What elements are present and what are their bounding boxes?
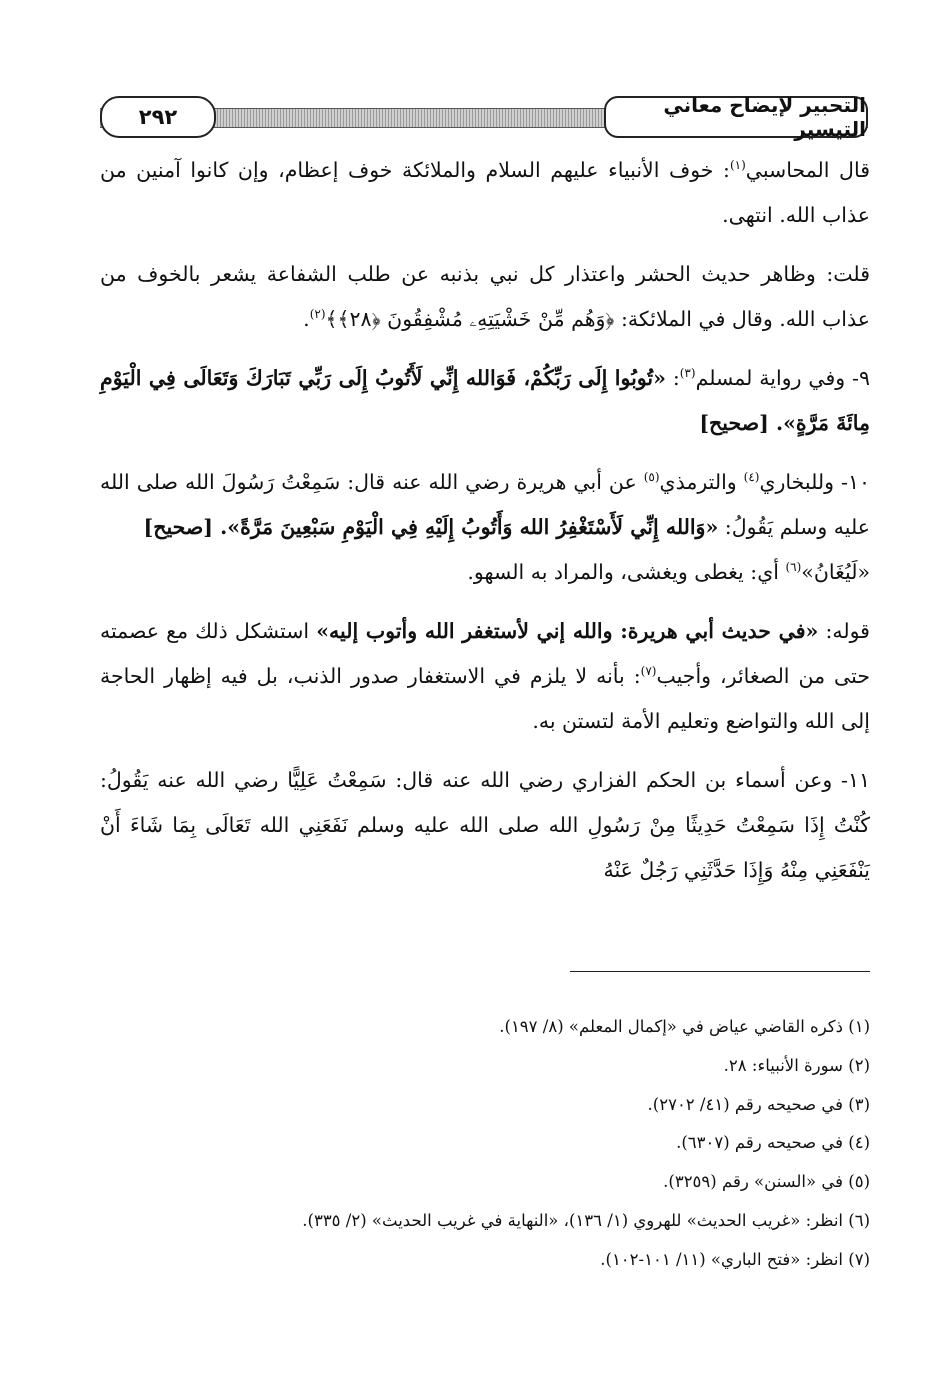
page-number: ٢٩٢ — [100, 96, 216, 138]
paragraph-p3: ٩- وفي رواية لمسلم$^{(٣)}$: «تُوبُوا إِلَى رَبِّكُمْ، فَوَالله إِنِّي لَأَتُوبُ إِلَى رَبِّي تَبَارَكَ وَتَعَالَى فِي الْيَوْمِ مِائَةَ مَرَّةٍ». [صحيح] — [100, 366, 870, 435]
footnote-3: (٣) في صحيحه رقم (٤١/ ٢٧٠٢). — [647, 1094, 870, 1114]
page-header — [100, 93, 868, 141]
footnote-5: (٥) في «السنن» رقم (٣٢٥٩). — [663, 1172, 870, 1192]
paragraph-p6: قوله: «في حديث أبي هريرة: والله إني لأستغفر الله وأتوب إليه» استشكل ذلك مع عصمته حتى من الصغائر، وأجيب$^{(٧)}$: بأنه لا يلزم في الاستغفار صدور الذنب، بل فيه إظهار الحاجة إلى الله والتواضع وتعليم الأمة لتستن به. — [100, 619, 871, 733]
main-text — [100, 148, 870, 893]
footnote-4: (٤) في صحيحه رقم (٦٣٠٧). — [676, 1133, 870, 1153]
book-title: التحبير لإيضاح معاني التيسير — [604, 96, 868, 138]
paragraph-gap — [100, 744, 870, 758]
paragraph-gap — [100, 238, 870, 252]
footnote-2: (٢) سورة الأنبياء: ٢٨. — [723, 1055, 870, 1075]
paragraph-p4: ١٠- وللبخاري$^{(٤)}$ والترمذي$^{(٥)}$ عن أبي هريرة رضي الله عنه قال: سَمِعْتُ رَسُولَ الله صلى الله عليه وسلم يَقُولُ: «وَالله إِنِّي لَأَسْتَغْفِرُ الله وَأَتُوبُ إِلَيْهِ فِي الْيَوْمِ سَبْعِينَ مَرَّةً». [صحيح] — [100, 470, 870, 539]
footnote-6: (٦) انظر: «غريب الحديث» للهروي (١/ ١٣٦)، «النهاية في غريب الحديث» (٢/ ٣٣٥). — [302, 1210, 870, 1230]
paragraph-gap — [100, 595, 870, 609]
footnote-7: (٧) انظر: «فتح الباري» (١١/ ١٠١-١٠٢). — [600, 1249, 870, 1269]
footnote-1: (١) ذكره القاضي عياض في «إكمال المعلم» (٨/ ١٩٧). — [499, 1017, 870, 1036]
paragraph-p2: قلت: وظاهر حديث الحشر واعتذار كل نبي بذنبه عن طلب الشفاعة يشعر بالخوف من عذاب الله. وقال في الملائكة: ﴿وَهُم مِّنْ خَشْيَتِهِۦ مُشْفِقُونَ ﴿٢٨﴾﴾$^{(٢)}$. — [100, 262, 870, 331]
footnote-separator — [570, 971, 870, 972]
paragraph-gap — [100, 446, 870, 460]
paragraph-gap — [100, 342, 870, 356]
paragraph-p5: «لَيُغَانُ»$^{(٦)}$ أي: يغطى ويغشى، والمراد به السهو. — [467, 560, 870, 584]
footnotes — [100, 1008, 870, 1280]
paragraph-p1: قال المحاسبي$^{(١)}$: خوف الأنبياء عليهم السلام والملائكة خوف إعظام، وإن كانوا آمنين من عذاب الله. انتهى. — [100, 158, 870, 227]
paragraph-p7: ١١- وعن أسماء بن الحكم الفزاري رضي الله عنه قال: سَمِعْتُ عَلِيًّا رضي الله عنه يَقُولُ: كُنْتُ إِذَا سَمِعْتُ حَدِيثًا مِنْ رَسُولِ الله صلى الله عليه وسلم نَفَعَنِي الله تَعَالَى بِمَا شَاءَ أَنْ يَنْفَعَنِي مِنْهُ وَإِذَا حَدَّثَنِي رَجُلٌ عَنْهُ — [100, 768, 870, 882]
